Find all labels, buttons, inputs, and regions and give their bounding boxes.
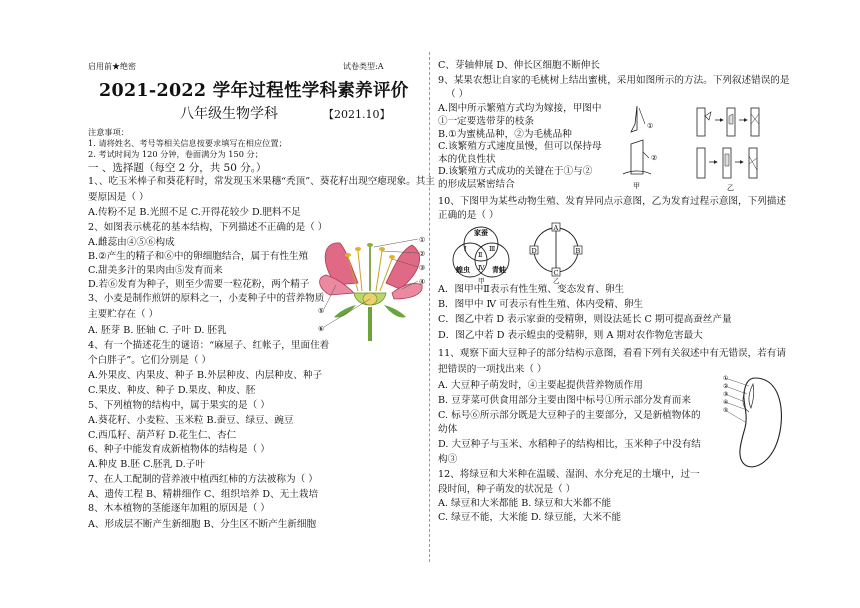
- venn-label-silkworm: 家蚕: [474, 228, 488, 237]
- flower-diagram: [318, 233, 430, 343]
- right-line-17: 把错误的一项找出来（ ）: [438, 364, 547, 375]
- right-line-16: 11、观察下面大豆种子的部分结构示意图，看看下列有关叙述中有无错误，若有请: [438, 348, 786, 359]
- right-line-14: C．图乙中若 D 表示家蚕的受精卵，则设法延长 C 期可提高蚕丝产量: [438, 314, 732, 325]
- cycle-label-C: C: [553, 269, 559, 277]
- left-line-14: A. 胚芽 B. 胚轴 C. 子叶 D. 胚乳: [88, 325, 227, 336]
- left-line-23: A.种皮 B.胚 C.胚乳 D.子叶: [88, 459, 205, 470]
- right-line-23: 构③: [438, 454, 458, 465]
- left-line-3: 一 、选择题（每空 2 分，共 50 分。）: [88, 162, 267, 174]
- venn-label-jia: 甲: [478, 277, 485, 284]
- cycle-diagram: [524, 220, 588, 284]
- graft-label-1: ①: [647, 122, 654, 130]
- right-line-26: A. 绿豆和大米都能 B. 绿豆和大米都不能: [438, 498, 612, 509]
- flower-label-5: ⑤: [318, 307, 325, 315]
- left-line-2: 2. 考试时间为 120 分钟，卷面满分为 150 分；: [88, 149, 263, 159]
- soybean-seed-diagram: [723, 372, 791, 472]
- seed-label-2: ②: [723, 383, 729, 390]
- right-line-5: B.①为蜜桃品种，②为毛桃品种: [438, 129, 572, 140]
- right-line-20: C. 标号⑥所示部分既是大豆种子的主要部分，又是新植物体的: [438, 410, 701, 421]
- left-line-1: 1. 请将姓名、考号等相关信息按要求填写在相应位置；: [88, 138, 287, 148]
- exam-type-label: 试卷类型:A: [343, 62, 384, 71]
- right-line-10: 10、下图甲为某些动物生殖、发育异同点示意图，乙为发育过程示意图，下列描述: [438, 196, 786, 207]
- grafting-diagram: [615, 100, 785, 192]
- left-line-20: A.葵花籽、小麦粒、玉米粒 B.蚕豆、绿豆、豌豆: [88, 415, 294, 426]
- cycle-label-A: A: [553, 224, 559, 232]
- left-line-17: A.外果皮、内果皮、种子 B.外层种皮、内层种皮、种子: [88, 370, 323, 381]
- right-line-1: 9、某果农想让自家的毛桃树上结出蜜桃，采用如图所示的方法。下列叙述错误的是: [438, 75, 790, 86]
- right-line-25: 段时间，种子萌发的状况是（ ）: [438, 484, 576, 495]
- right-line-27: C. 绿豆不能，大米能 D. 绿豆能，大米不能: [438, 512, 622, 523]
- page-title: 2021-2022 学年过程性学科素养评价: [99, 81, 409, 101]
- seed-label-3: ③: [723, 391, 729, 398]
- right-line-7: 本的优良性状: [438, 154, 496, 165]
- flower-label-4: ④: [419, 278, 426, 286]
- left-line-24: 7、在人工配制的营养液中植西红柿的方法被称为（ ）: [88, 474, 318, 485]
- left-line-22: 6、种子中能发育成新植物体的结构是（ ）: [88, 444, 270, 455]
- flower-label-1: ①: [419, 236, 426, 244]
- flower-label-3: ③: [419, 264, 426, 272]
- left-line-27: A、形成层不断产生新细胞 B、分生区不断产生新细胞: [88, 519, 317, 530]
- right-line-24: 12、将绿豆和大米种在温暖、湿润、水分充足的土壤中，过一: [438, 469, 700, 480]
- right-line-8: D.该繁殖方式成功的关键在于①与②: [438, 166, 593, 177]
- seed-label-4: ④: [723, 399, 729, 406]
- left-line-0: 注意事项：: [88, 127, 129, 137]
- exam-date: 【2021.10】: [323, 108, 391, 121]
- right-line-15: D．图乙中若 D 表示蝗虫的受精卵，则 A 期对农作物危害最大: [438, 330, 703, 341]
- left-line-26: 8、木本植物的茎能逐年加粗的原因是（ ）: [88, 503, 270, 514]
- left-line-19: 5、下列植物的结构中，属于果实的是（ ）: [88, 400, 270, 411]
- subject-title: 八年级生物学科: [180, 106, 278, 122]
- left-line-21: C.西瓜籽、葫芦籽 D.花生仁、杏仁: [88, 430, 237, 441]
- right-line-13: B．图甲中 Ⅳ 可表示有性生殖、体内受精、卵生: [438, 299, 644, 310]
- graft-label-2: ②: [651, 154, 658, 162]
- venn-label-locust: 蝗虫: [456, 265, 470, 274]
- left-line-6: A.传粉不足 B.光照不足 C.开得花较少 D.肥料不足: [88, 207, 301, 218]
- flower-label-6: ⑥: [318, 325, 325, 333]
- right-line-3: A.图中所示繁殖方式均为嫁接，甲图中: [438, 103, 602, 114]
- venn-label-I: Ⅰ: [464, 245, 467, 253]
- left-line-15: 4、有一个描述花生的谜语：“麻屋子、红帐子，里面住着: [88, 340, 330, 351]
- right-line-19: B. 豆芽菜可供食用部分主要由图中标号①所示部分发育而来: [438, 395, 691, 406]
- cycle-label-B: B: [575, 247, 581, 255]
- right-line-11: 正确的是（ ）: [438, 210, 499, 221]
- cycle-label-yi: 乙: [553, 277, 560, 284]
- left-line-25: A、遗传工程 B、精耕细作 C、组织培养 D、无土栽培: [88, 489, 319, 500]
- left-line-18: C.果皮、种皮、种子 D.果皮、种皮、胚: [88, 385, 256, 396]
- venn-label-II: Ⅱ: [478, 251, 483, 259]
- right-line-2: （ ）: [446, 89, 469, 100]
- left-line-8: A.雌蕊由④⑤⑥构成: [88, 237, 175, 248]
- graft-label-jia: 甲: [633, 182, 640, 190]
- left-line-10: C.甜美多汁的果肉由⑤发育而来: [88, 265, 223, 276]
- right-line-0: C、芽轴伸展 D、伸长区细胞不断伸长: [438, 60, 600, 71]
- flower-label-2: ②: [419, 250, 426, 258]
- left-line-4: 1、、吃玉米棒子和葵花籽时，常发现玉米果穗“秃顶”、葵花籽出现空瘪现象。其主: [88, 176, 435, 187]
- cycle-label-D: D: [531, 247, 537, 255]
- right-line-22: D. 大豆种子与玉米、水稻种子的结构相比，玉米种子中没有结: [438, 439, 701, 450]
- left-line-13: 主要贮存在（ ）: [88, 309, 159, 320]
- venn-label-frog: 青蛙: [492, 265, 506, 274]
- confidential-label: 启用前★绝密: [88, 62, 136, 71]
- left-line-12: 3、小麦是制作煎饼的原料之一，小麦种子中的营养物质: [88, 293, 325, 304]
- left-line-16: 个白胖子”。它们分别是（ ）: [88, 355, 212, 366]
- left-line-5: 要原因是（ ）: [88, 192, 149, 203]
- right-line-18: A. 大豆种子萌发时，④主要起提供营养物质作用: [438, 380, 643, 391]
- venn-label-III: Ⅲ: [489, 245, 496, 253]
- seed-label-1: ①: [723, 375, 729, 382]
- right-line-21: 幼体: [438, 424, 458, 435]
- left-line-7: 2、如图表示桃花的基本结构，下列描述不正确的是（ ）: [88, 222, 328, 233]
- venn-diagram: [448, 222, 514, 284]
- right-line-4: ①一定要选带芽的枝条: [438, 116, 534, 127]
- graft-label-yi: 乙: [727, 184, 734, 192]
- venn-label-IV: Ⅳ: [478, 264, 485, 272]
- seed-label-5: ⑤: [723, 407, 729, 414]
- right-line-9: 的形成层紧密结合: [438, 179, 515, 190]
- right-line-6: C.该繁殖方式速度虽慢，但可以保持母: [438, 141, 602, 152]
- left-line-9: B.②产生的精子和⑥中的卵细胞结合，属于有性生殖: [88, 251, 309, 262]
- left-line-11: D.若⑥发育为种子，则至少需要一粒花粉，两个精子: [88, 279, 310, 290]
- right-line-12: A．图甲中Ⅱ表示有性生殖、变态发育、卵生: [438, 284, 625, 295]
